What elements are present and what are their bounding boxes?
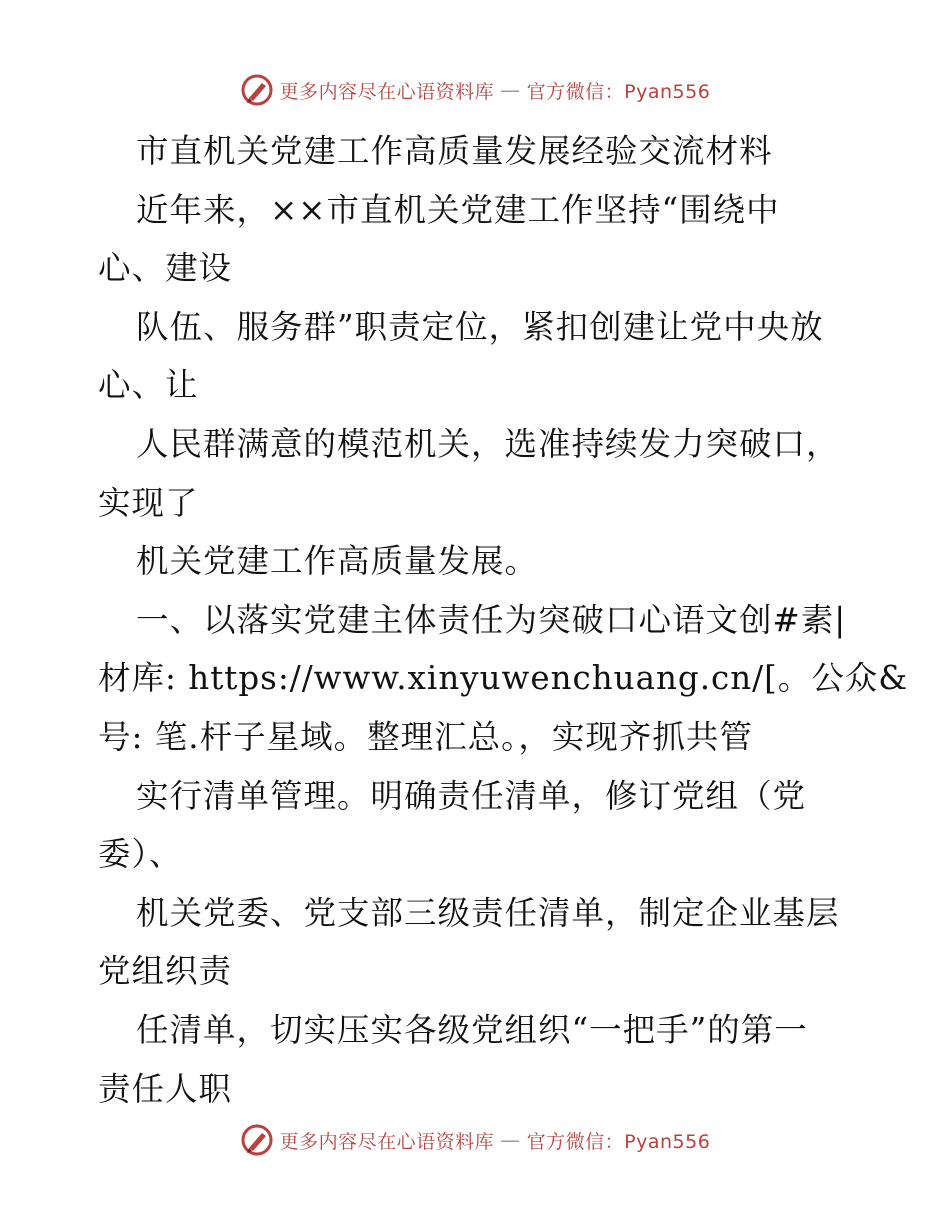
text-line: 心、建设 [98, 249, 233, 288]
text-line: 近年来，××市直机关党建工作坚持“围绕中 [136, 190, 780, 229]
pen-logo-icon [240, 1123, 274, 1157]
text-line: 机关党建工作高质量发展。 [136, 542, 539, 581]
text-line: 实行清单管理。明确责任清单，修订党组（党 [136, 776, 807, 815]
watermark-text: 更多内容尽在心语资料库 [279, 80, 495, 103]
text-line: 一、以落实党建主体责任为突破口心语文创#素| [136, 600, 847, 639]
text-line: 实现了 [98, 483, 199, 522]
watermark-wechat: 官方微信：Pyan556 [526, 1130, 711, 1153]
text-line: 委）、 [98, 835, 183, 874]
watermark-text: 更多内容尽在心语资料库 [279, 1130, 495, 1153]
text-line: 队伍、服务群”职责定位，紧扣创建让党中央放 [136, 307, 824, 346]
text-line: 心、让 [98, 366, 199, 405]
footer-watermark [0, 1120, 950, 1160]
text-line: 责任人职 [98, 1069, 233, 1108]
text-line: 党组织责 [98, 952, 233, 991]
pen-logo-icon [240, 73, 274, 107]
text-line: 人民群满意的模范机关，选准持续发力突破口， [136, 424, 840, 463]
text-line: 号: 笔.杆子星域。整理汇总。，实现齐抓共管 [98, 717, 753, 756]
text-line: 机关党委、党支部三级责任清单，制定企业基层 [136, 893, 840, 932]
text-line: 材库: https://www.xinyuwenchuang.cn/[。公众& [98, 659, 909, 698]
watermark-separator: — [500, 1128, 521, 1152]
text-line: 任清单，切实压实各级党组织“一把手”的第一 [136, 1010, 808, 1049]
watermark-wechat: 官方微信：Pyan556 [526, 80, 711, 103]
text-line: 市直机关党建工作高质量发展经验交流材料 [136, 132, 773, 170]
document-body [98, 122, 909, 1118]
header-watermark [0, 70, 950, 110]
watermark-separator: — [500, 78, 521, 102]
